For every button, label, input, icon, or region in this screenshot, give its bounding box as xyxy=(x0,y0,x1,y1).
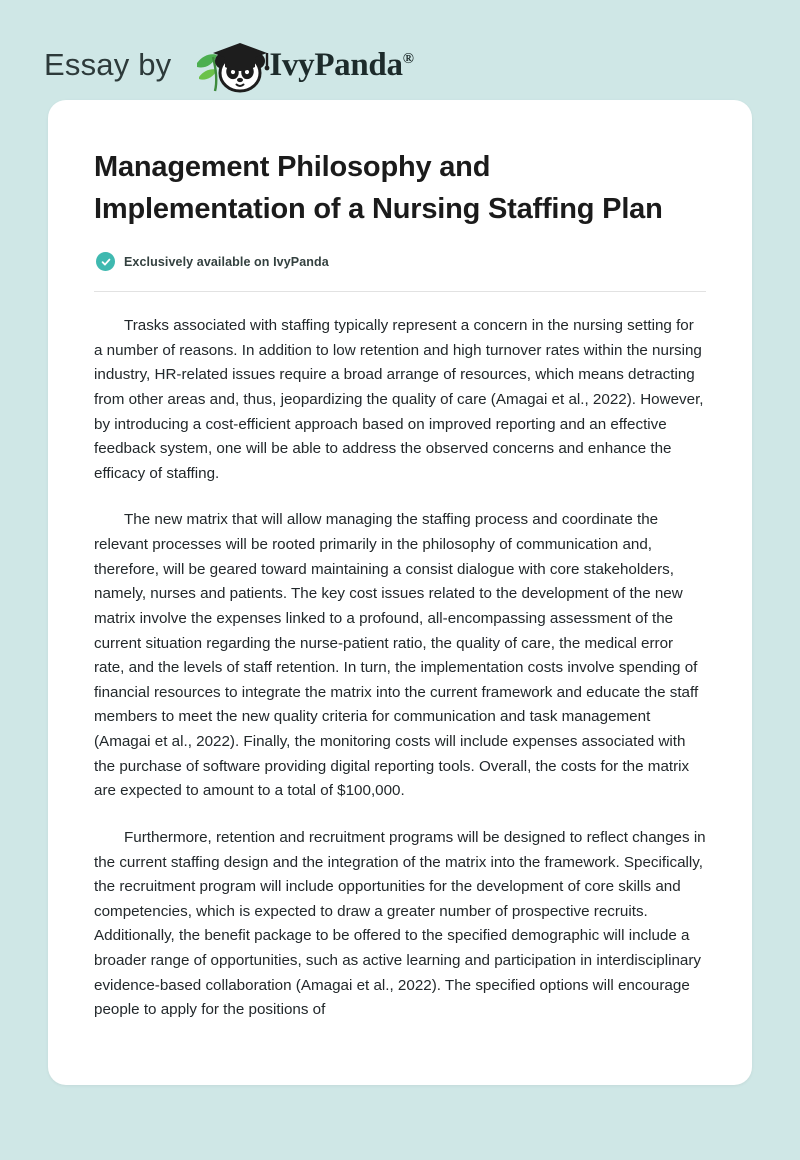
title-divider xyxy=(94,291,706,292)
body-paragraph: Furthermore, retention and recruitment programs will be designed to reflect changes in the current staffing design and the integration of the matrix into the framework. Specifically, the recruitment program will include opportunities for the development of core skills and competencies, which is expected to draw a greater number of prospective recruits. Additionally, the benefit package to be offered to the specified demographic will include a broader range of opportunities, such as active learning and participation in interdisciplinary evidence-based collaboration (Amagai et al., 2022). The specified options will encourage people to apply for the positions of xyxy=(94,828,706,1019)
essay-card xyxy=(48,100,752,1085)
brand-name xyxy=(269,47,413,84)
registered-mark: ® xyxy=(402,50,414,67)
status-badge-label: Exclusively available on IvyPanda xyxy=(124,254,329,269)
page-title: Management Philosophy and Implementation of a Nursing Staffing Plan xyxy=(94,151,663,226)
ivypanda-logo[interactable] xyxy=(187,33,413,97)
check-circle-icon xyxy=(96,252,115,271)
panda-graduate-icon xyxy=(187,33,273,97)
body-paragraph: The new matrix that will allow managing the staffing process and coordinate the relevant processes will be rooted primarily in the philosophy of communication and, therefore, will be geared toward maintaining a consist dialogue with core stakeholders, namely, nurses and patients. The key cost issues related to the development of the new matrix involve the expenses linked to a profound, all-encompassing assessment of the current situation regarding the nurse-patient ratio, the quality of care, the medical error rate, and the levels of staff retention. In turn, the implementation costs involve spending of financial resources to integrate the matrix into the current framework and educate the staff members to meet the new quality criteria for communication and task management (Amagai et al., 2022). Finally, the monitoring costs will include expenses associated with the purchase of software providing digital reporting tools. Overall, the costs for the matrix are expected to amount to a total of $100,000. xyxy=(94,511,699,800)
status-badge xyxy=(96,252,706,271)
body-paragraph: Trasks associated with staffing typically represent a concern in the nursing setting for a number of reasons. In addition to low retention and high turnover rates within the nursing industry, HR-related issues require a broad arrange of resources, which means detracting from other areas and, thus, jeopardizing the quality of care (Amagai et al., 2022). However, by introducing a cost-efficient approach based on improved reporting and an effective feedback system, one will be able to address the observed concerns and enhance the efficacy of staffing. xyxy=(94,317,704,482)
essay-by-label: Essay by xyxy=(44,47,172,82)
site-header xyxy=(0,0,800,96)
brand-name-text: IvyPanda xyxy=(269,46,403,83)
